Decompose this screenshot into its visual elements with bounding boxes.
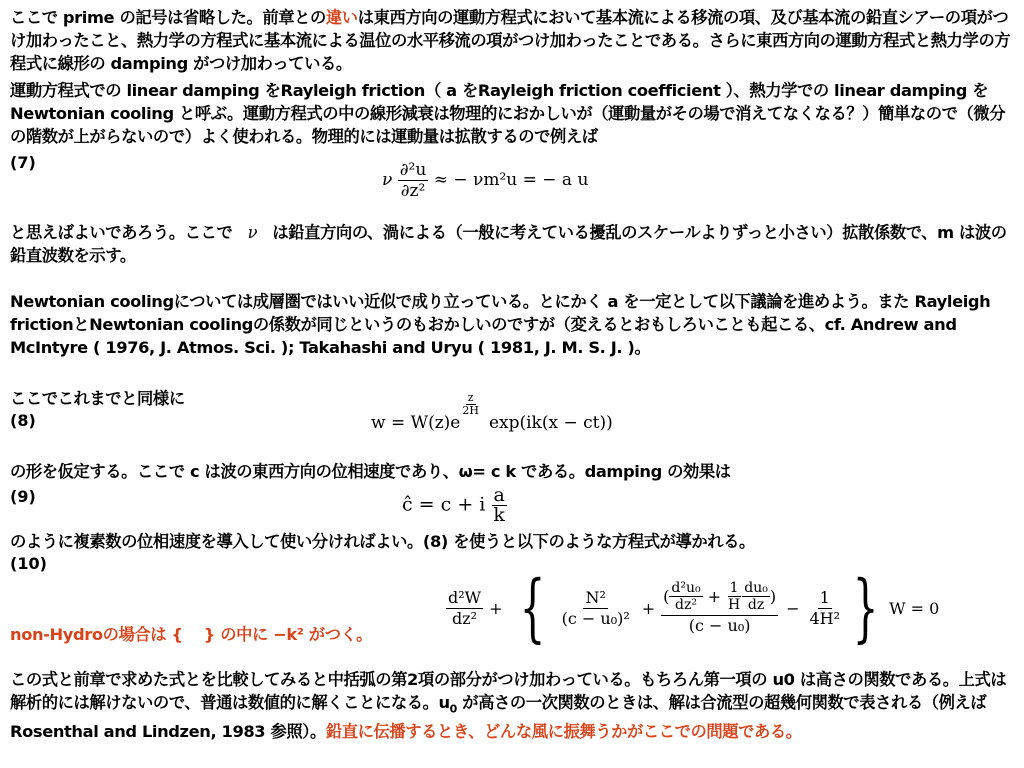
eq9-fraction: [491, 486, 507, 525]
eq10-t1-num: d²W: [448, 587, 482, 607]
eq10-f2-inner3: [742, 580, 770, 613]
eq10-f2-rparen: ): [769, 586, 777, 606]
equation-8-label: (8): [10, 411, 36, 430]
eq10-f2-inner1-num: d²u₀: [671, 580, 701, 596]
eq10-f2-inner1: [669, 580, 702, 613]
eq7-den: ∂z²: [400, 181, 426, 201]
eq9-den: k: [493, 504, 505, 526]
equation-9: [402, 486, 507, 525]
eq8-exp-num: z: [467, 391, 474, 404]
eq10-plus-1: +: [489, 598, 503, 618]
eq8-lhs: w = W(z)e: [371, 413, 461, 433]
p5-text: ここでこれまでと同様に: [10, 389, 185, 408]
equation-10-label: (10): [10, 554, 47, 573]
eq10-left-brace: {: [519, 565, 546, 651]
eq10-f1-num: N²: [585, 587, 606, 607]
p3-text-b: は鉛直方向の、渦による（一般に考えている擾乱のスケールよりずっと小さい）拡散係数で、m は波の鉛直波数を示す。: [10, 223, 1007, 265]
p1-highlight: 違い: [325, 8, 358, 27]
eq10-f3-num: 1: [819, 587, 830, 607]
equation-9-label: (9): [10, 487, 36, 506]
p1-text-b: は東西方向の運動方程式において基本流による移流の項、及び基本流の鉛直シアーの項がつけ加わったこと、熱力学の方程式に基本流による温位の水平移流の項がつけ加わったことである。さらに東西方向の運動方程式と熱力学の方程式に線形の damping がつけ加わっている。: [10, 8, 1011, 73]
eq10-f2-inner1-den: dz²: [675, 597, 697, 613]
paragraph-8: [10, 668, 1018, 743]
p8-text-a: この式と前章で求めた式とを比較してみると中括弧の第2項の部分がつけ加わっている。もちろん第一項の u0 は高さの関数である。上式は解析的には解けないので、普通は数値的に解くことになる。u: [10, 670, 1007, 712]
paragraph-7: [10, 530, 1018, 553]
eq7-nu: ν: [382, 170, 393, 190]
eq10-tail: W = 0: [889, 598, 940, 618]
equation-7-label: (7): [10, 153, 36, 172]
equation-7: [382, 160, 588, 201]
p8-text-b: が高さの一次関数のときは、解は合流型の超幾何関数で表される（例えば Rosenthal and Lindzen, 1983 参照）。: [10, 693, 987, 742]
eq7-num: ∂²u: [399, 160, 427, 180]
eq10-frac1: [560, 588, 632, 629]
eq10-f2-inner2-den: H: [728, 597, 741, 613]
equation-8: [371, 392, 613, 435]
eq9-num: a: [493, 484, 505, 506]
eq10-term1: [446, 588, 483, 629]
eq10-t1-den: dz²: [452, 608, 478, 628]
eq10-f2-plus: +: [707, 586, 722, 606]
eq7-fraction: [398, 160, 429, 201]
p3-nu: ν: [247, 223, 258, 242]
eq10-f3-den: 4H²: [809, 608, 841, 628]
p6-text: の形を仮定する。ここで c は波の東西方向の位相速度であり、ω= c k である。damping の効果は: [10, 462, 731, 481]
eq10-f2-den: (c − u₀): [688, 616, 751, 635]
paragraph-2: [10, 79, 1018, 148]
p4-text: Newtonian coolingについては成層圏ではいい近似で成り立っている。とにかく a を一定として以下議論を進めよう。また Rayleigh frictionとNewtonian coolingの係数が同じというのもおかしいのですが（変えるとおもしろいことも起こる、cf. Andrew and McIntyre ( 1976, J. Atmos. Sci. ); Takahashi and Uryu ( 1981, J. M. S. J. )。: [10, 292, 991, 357]
p3-text-a: と思えばよいであろう。ここで: [10, 223, 233, 242]
paragraph-6: [10, 460, 1018, 483]
eq10-f2-inner2-num: 1: [729, 580, 739, 596]
eq10-f2-inner3-num: du₀: [744, 580, 768, 596]
eq7-rhs: ≈ − νm²u = − a u: [433, 170, 589, 190]
equation-10: [446, 562, 939, 654]
eq10-f2-inner3-den: dz: [747, 597, 765, 613]
note-text: non-Hydroの場合は { } の中に −k² がつく。: [10, 625, 373, 644]
eq10-minus: −: [786, 598, 800, 618]
p7-text: のように複素数の位相速度を導入して使い分ければよい。(8) を使うと以下のような方程式が導かれる。: [10, 532, 755, 551]
eq10-frac3: [808, 588, 843, 629]
eq9-lhs: ĉ = c + i: [402, 493, 486, 516]
paragraph-1: [10, 6, 1018, 75]
paragraph-4: [10, 290, 1018, 359]
eq8-exponent: [460, 392, 481, 417]
eq10-frac2: [661, 580, 778, 636]
eq10-plus-2: +: [641, 598, 656, 618]
p1-text-a: ここで prime の記号は省略した。前章との: [10, 8, 326, 27]
eq10-f2-num: [661, 580, 778, 616]
p8-highlight: 鉛直に伝播するとき、どんな風に振舞うかがここでの問題である。: [325, 722, 802, 742]
eq10-f2-inner2: [726, 580, 742, 613]
p8-subscript: 0: [449, 702, 457, 716]
eq8-rhs: exp(ik(x − ct)): [488, 413, 613, 433]
eq10-f2-lparen: (: [663, 586, 670, 606]
eq8-exp-den: 2H: [462, 404, 479, 417]
p2-text: 運動方程式での linear damping をRayleigh friction（ a をRayleigh friction coefficient ）、熱力学での linear damping を Newtonian cooling と呼ぶ。運動方程式の中の線形減衰は物理的におかしいが（運動量がその場で消えてなくなる？）簡単なので（微分の階数が上がらないので）よく使われる。物理的には運動量は拡散するので例えば: [10, 81, 1006, 146]
eq10-right-brace: }: [852, 565, 879, 651]
non-hydro-note: [10, 623, 430, 646]
eq10-f1-den: (c − u₀)²: [561, 608, 630, 628]
paragraph-3: [10, 221, 1018, 267]
